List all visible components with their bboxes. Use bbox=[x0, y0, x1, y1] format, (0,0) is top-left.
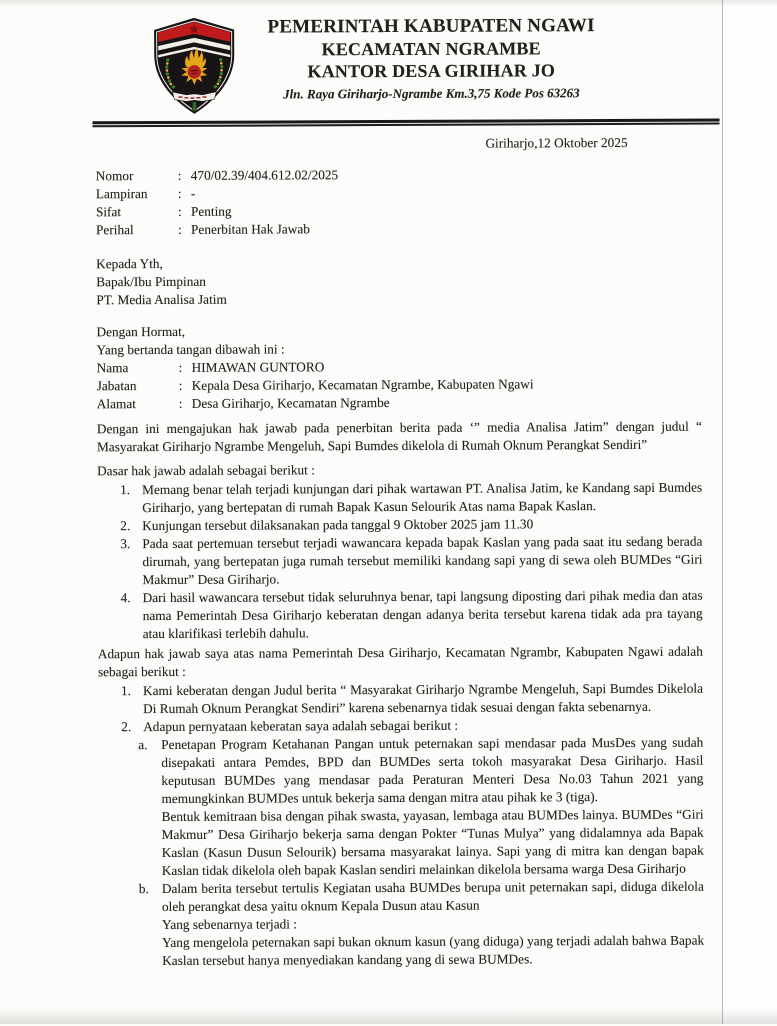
colon: : bbox=[177, 221, 182, 237]
letterhead bbox=[0, 0, 777, 120]
colon: : bbox=[177, 167, 182, 183]
colon: : bbox=[178, 395, 183, 411]
signer-label: Alamat bbox=[96, 396, 136, 412]
letterhead-divider bbox=[93, 119, 720, 128]
place-date: Giriharjo,12 Oktober 2025 bbox=[485, 134, 628, 151]
sub-item-paragraph: Yang mengelola peternakan sapi bukan oknum kasun (yang diduga) yang terjadi adalah bahwa Bapak Kaslan tersebut hanya menyediakan kandang yang di sewa BUMDes. bbox=[162, 932, 705, 968]
list-item-text: Memang benar telah terjadi kunjungan dari pihak wartawan PT. Analisa Jatim, ke Kandang sapi Bumdes Giriharjo, yang bertepatan di rumah Bapak Kasun Selourik Atas nama Bapak Kaslan. bbox=[142, 479, 703, 516]
meta-label: Lampiran bbox=[95, 186, 148, 202]
list-item-text: Kunjungan tersebut dilaksanakan pada tanggal 9 Oktober 2025 jam 11.30 bbox=[142, 516, 534, 534]
salutation-block bbox=[96, 321, 701, 414]
colon: : bbox=[178, 377, 183, 393]
meta-label: Nomor bbox=[95, 168, 134, 184]
recipient-block bbox=[96, 253, 701, 310]
recipient-line: Kepada Yth, bbox=[96, 255, 163, 272]
meta-value: Penerbitan Hak Jawab bbox=[190, 221, 310, 237]
list-item bbox=[97, 533, 702, 590]
signer-label: Jabatan bbox=[96, 378, 137, 394]
sub-item-paragraph: Bentuk kemitraan bisa dengan pihak swasta, yayasan, lembaga atau BUMDes lainya. BUMDes “Giri Makmur” Desa Giriharjo bekerja sama dengan Pokter “Tunas Mulya” yang didalamnya ada Bapak Kaslan (Kasun Dusun Selourik) bersama masyarakat lainya. Sapi yang di mitra kan dengan bapak Kaslan tidak dikelola oleh bapak Kaslan sendiri melainkan dikelola bersama warga Desa Giriharjo bbox=[161, 806, 704, 878]
list-marker: 2. bbox=[121, 719, 132, 735]
signer-intro: Yang bertanda tangan dibawah ini : bbox=[96, 341, 285, 358]
colon: : bbox=[177, 203, 182, 219]
recipient-line: Bapak/Ibu Pimpinan bbox=[96, 273, 206, 290]
sub-item-paragraph: Penetapan Program Ketahanan Pangan untuk peternakan sapi mendasar pada MusDes yang sudah disepakati antara Pemdes, BPD dan BUMDes serta tokoh masyarakat Desa Giriharjo. Hasil keputusan BUMDes yang mendasar pada Peraturan Menteri Desa No.03 Tahun 2021 yang memungkinkan BUMDes untuk bekerja sama dengan mitra atau pihak ke 3 (tiga). bbox=[161, 734, 704, 806]
adapun-intro: Adapun hak jawab saya atas nama Pemerintah Desa Giriharjo, Kecamatan Ngrambr, Kabupaten Ngawi adalah sebagai berikut : bbox=[97, 643, 703, 680]
letterhead-address: Jln. Raya Giriharjo-Ngrambe Km.3,75 Kode Pos 63263 bbox=[283, 85, 580, 102]
letter-body bbox=[1, 133, 777, 970]
jawab-list bbox=[98, 680, 704, 971]
signer-value: Kepala Desa Giriharjo, Kecamatan Ngrambe, Kabupaten Ngawi bbox=[191, 376, 534, 393]
list-marker: 1. bbox=[120, 482, 131, 498]
dasar-list bbox=[97, 479, 703, 644]
salutation: Dengan Hormat, bbox=[96, 323, 186, 340]
colon: : bbox=[177, 185, 182, 201]
meta-value: 470/02.39/404.612.02/2025 bbox=[190, 167, 339, 183]
signer-label: Nama bbox=[96, 360, 129, 376]
sub-item-paragraph: Yang sebenarnya terjadi : bbox=[161, 916, 297, 932]
ngawi-regency-seal-icon bbox=[148, 15, 240, 117]
list-marker: b. bbox=[138, 881, 149, 897]
signer-row-alamat bbox=[97, 393, 702, 414]
sub-list-item bbox=[98, 734, 704, 881]
letterhead-district: KECAMATAN NGRAMBE bbox=[321, 38, 541, 60]
opening-paragraph: Dengan ini mengajukan hak jawab pada penerbitan berita pada ‘” media Analisa Jatim” dengan judul “ Masyarakat Giriharjo Ngrambe Mengeluh, Sapi Bumdes dikelola di Rumah Oknum Perangkat Sendiri” bbox=[96, 418, 702, 455]
meta-value: Penting bbox=[190, 203, 232, 219]
list-item-text: Kami keberatan dengan Judul berita “ Masyarakat Giriharjo Ngrambe Mengeluh, Sapi Bumdes Dikelola Di Rumah Oknum Perangkat Sendiri” karena sebenarnya tidak sesuai dengan fakta sebenarnya. bbox=[142, 680, 704, 717]
signer-value: Desa Giriharjo, Kecamatan Ngrambe bbox=[191, 394, 390, 411]
dasar-heading: Dasar hak jawab adalah sebagai berikut : bbox=[97, 462, 315, 479]
scan-bottom-shadow bbox=[0, 1008, 777, 1024]
list-item bbox=[98, 680, 703, 719]
recipient-line: PT. Media Analisa Jatim bbox=[96, 291, 227, 308]
scan-top-shadow bbox=[0, 0, 777, 6]
letterhead-office: KANTOR DESA GIRIHAR JO bbox=[307, 60, 556, 82]
meta-value: - bbox=[190, 185, 196, 201]
list-marker: 1. bbox=[120, 683, 132, 699]
list-item bbox=[97, 479, 702, 518]
colon: : bbox=[178, 359, 183, 375]
list-item-text: Pada saat pertemuan tersebut terjadi wawancara kepada bapak Kaslan yang pada saat itu sedang berada dirumah, yang bertepatan juga rumah tersebut memiliki kandang sapi yang di sewa oleh BUMDes “Giri Makmur” Desa Giriharjo. bbox=[142, 533, 703, 588]
letterhead-text bbox=[235, 0, 627, 106]
signer-value: HIMAWAN GUNTORO bbox=[191, 359, 325, 375]
meta-label: Perihal bbox=[95, 222, 134, 238]
list-marker: a. bbox=[138, 737, 148, 753]
list-item bbox=[98, 587, 703, 644]
list-item-text: Dari hasil wawancara tersebut tidak seluruhnya benar, tapi langsung diposting dari pihak media dan atas nama Pemerintah Desa Giriharjo keberatan dengan adanya berita tersebut karena tidak ada pra tayang atau klarifikasi terlebih dahulu. bbox=[142, 587, 703, 642]
letter-meta bbox=[96, 165, 701, 240]
list-marker: 3. bbox=[120, 536, 131, 552]
list-marker: 4. bbox=[120, 590, 131, 606]
sub-item-paragraph: Dalam berita tersebut tertulis Kegiatan usaha BUMDes berupa unit peternakan sapi, diduga dikelola oleh perangkat desa yaitu oknum Kepala Dusun atau Kasun bbox=[161, 878, 704, 914]
meta-row-perihal bbox=[96, 219, 701, 240]
letterhead-government: PEMERINTAH KABUPATEN NGAWI bbox=[267, 15, 595, 38]
sub-list-item bbox=[99, 878, 704, 971]
list-item-text: Adapun pernyataan keberatan saya adalah sebagai berikut : bbox=[143, 717, 459, 735]
meta-label: Sifat bbox=[95, 204, 122, 220]
list-marker: 2. bbox=[120, 518, 131, 534]
